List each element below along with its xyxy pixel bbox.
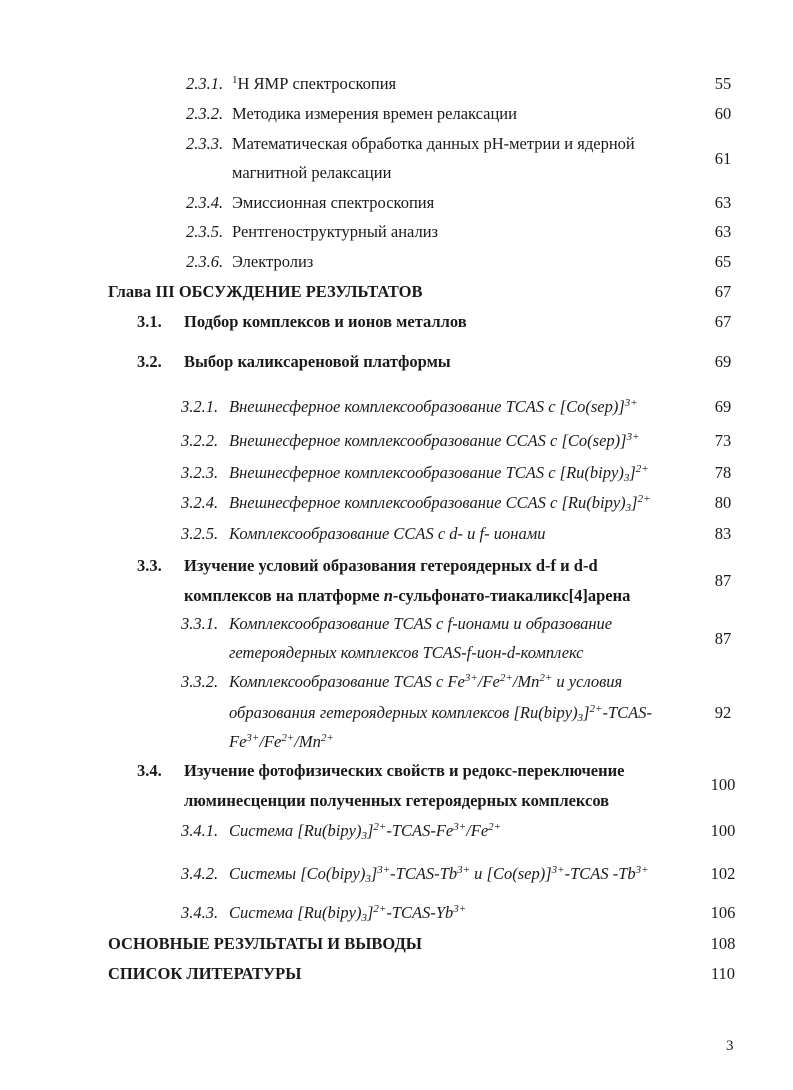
title-text: /Fe	[259, 732, 282, 751]
subscript: 3	[361, 912, 367, 924]
toc-entry-title	[229, 463, 649, 483]
subscript: 3	[361, 830, 367, 842]
toc-page-number: 78	[714, 463, 732, 482]
toc-page-number: 92	[714, 703, 732, 722]
subscript: 3	[577, 712, 584, 724]
toc-entry-number: 2.3.2.	[186, 104, 224, 123]
superscript: 3+	[453, 903, 467, 915]
superscript: 3+	[453, 821, 467, 833]
toc-page-number: 69	[714, 397, 732, 416]
toc-entry-title-line1: Изучение условий образования гетероядерных d-f и d-d	[184, 556, 598, 575]
superscript: 3+	[377, 864, 391, 876]
toc-entry-number: 3.2.	[137, 352, 162, 371]
superscript: 3+	[464, 672, 478, 684]
title-text-italic: п	[383, 586, 393, 605]
title-text: Комплексообразование TCAS с Fe	[229, 672, 465, 691]
toc-entry-number: 3.2.2.	[181, 431, 219, 450]
toc-entry-title-line1: Комплексообразование TCAS с f-ионами и образование	[229, 614, 613, 633]
toc-page-number: 67	[714, 282, 732, 301]
title-text: комплексов на платформе	[184, 586, 384, 605]
toc-entry-title-line1	[229, 672, 622, 692]
toc-entry-title-line3	[229, 732, 334, 752]
superscript: 3+	[457, 864, 471, 876]
toc-entry-title	[229, 431, 640, 451]
toc-entry-title-line1: Математическая обработка данных рН-метрии и ядерной	[232, 134, 635, 153]
toc-entry-title: Методика измерения времен релаксации	[232, 104, 517, 123]
superscript: 2+	[488, 821, 502, 833]
superscript: 2+	[320, 732, 334, 744]
superscript: 3+	[246, 732, 260, 744]
toc-page-number: 87	[714, 629, 732, 648]
title-text: Внешнесферное комплексообразование CCAS с [Co(sep)]	[229, 431, 627, 450]
toc-entry-number: 3.4.	[137, 761, 162, 780]
toc-entry-number: 2.3.6.	[186, 252, 224, 271]
superscript: 2+	[281, 732, 295, 744]
toc-entry-title	[229, 864, 649, 884]
title-text: ]	[583, 703, 590, 722]
title-text: ]	[631, 493, 638, 512]
toc-entry-number: 3.3.2.	[181, 672, 219, 691]
toc-entry-title	[232, 74, 396, 94]
superscript: 3+	[635, 864, 649, 876]
title-text: и условия	[552, 672, 623, 691]
title-text: -TCAS-	[602, 703, 652, 722]
title-text: -TCAS -Tb	[564, 864, 636, 883]
subscript: 3	[625, 502, 632, 514]
toc-entry-title-line2	[229, 703, 652, 723]
title-text: ]	[366, 821, 374, 840]
toc-page-number: 60	[714, 104, 732, 123]
title-text: и [Co(sep)]	[470, 864, 552, 883]
title-text: /Mn	[512, 672, 540, 691]
superscript: 1	[232, 74, 238, 86]
toc-entry-title	[229, 903, 466, 923]
superscript: 3+	[551, 864, 565, 876]
toc-page-number: 87	[714, 571, 732, 590]
toc-entry-number: 3.3.1.	[181, 614, 219, 633]
superscript: 2+	[589, 703, 603, 715]
toc-page-number: 63	[714, 193, 732, 212]
toc-entry-title: Электролиз	[232, 252, 314, 271]
toc-entry-title-line2: люминесценции полученных гетероядерных комплексов	[184, 791, 610, 810]
superscript: 2+	[499, 672, 513, 684]
title-text: Система [Ru(bipy)	[229, 821, 362, 840]
toc-entry-number: 3.2.4.	[181, 493, 219, 512]
superscript: 2+	[373, 903, 387, 915]
title-text: /Mn	[294, 732, 321, 751]
toc-entry-number: 3.2.5.	[181, 524, 219, 543]
superscript: 2+	[539, 672, 553, 684]
toc-entry-number: 2.3.1.	[186, 74, 224, 93]
superscript: 2+	[637, 493, 651, 505]
toc-entry-number: 3.2.3.	[181, 463, 219, 482]
title-text: H ЯМР спектроскопия	[237, 74, 397, 93]
superscript: 2+	[373, 821, 387, 833]
title-text: Внешнесферное комплексообразование TCAS с [Ru(bipy)	[229, 463, 624, 482]
toc-page-number: 108	[710, 934, 736, 953]
toc-entry-title: Эмиссионная спектроскопия	[232, 193, 435, 212]
toc-entry-number: 3.3.	[137, 556, 162, 575]
toc-page-number: 100	[710, 821, 736, 840]
toc-entry-number: 3.1.	[137, 312, 162, 331]
toc-page-number: 110	[710, 964, 736, 983]
title-text: ]	[370, 864, 378, 883]
toc-page-number: 73	[714, 431, 732, 450]
title-text: Система [Ru(bipy)	[229, 903, 362, 922]
toc-page-number: 69	[714, 352, 732, 371]
section-title: СПИСОК ЛИТЕРАТУРЫ	[108, 964, 302, 983]
title-text: Внешнесферное комплексообразование TCAS с [Co(sep)]	[229, 397, 625, 416]
toc-entry-number: 2.3.3.	[186, 134, 224, 153]
toc-entry-number: 3.2.1.	[181, 397, 219, 416]
title-text: Системы [Co(bipy)	[229, 864, 366, 883]
section-title: ОСНОВНЫЕ РЕЗУЛЬТАТЫ И ВЫВОДЫ	[108, 934, 422, 953]
superscript: 2+	[635, 463, 649, 475]
title-text: /Fe	[477, 672, 500, 691]
toc-page-number: 100	[710, 775, 736, 794]
title-text: образования гетероядерных комплексов [Ru(bipy)	[229, 703, 578, 722]
title-text: /Fe	[466, 821, 489, 840]
toc-page-number: 63	[714, 222, 732, 241]
toc-page-number: 67	[714, 312, 732, 331]
toc-page-number: 80	[714, 493, 732, 512]
toc-entry-number: 3.4.1.	[181, 821, 219, 840]
chapter-title: Глава III ОБСУЖДЕНИЕ РЕЗУЛЬТАТОВ	[108, 282, 423, 301]
toc-page-number: 102	[710, 864, 736, 883]
title-text: ]	[366, 903, 374, 922]
toc-entry-number: 2.3.5.	[186, 222, 224, 241]
toc-entry-title	[229, 397, 638, 417]
superscript: 3+	[626, 431, 640, 443]
title-text: -TCAS-Yb	[386, 903, 454, 922]
subscript: 3	[623, 472, 630, 484]
title-text: ]	[629, 463, 636, 482]
toc-entry-title	[229, 821, 501, 841]
toc-entry-title: Подбор комплексов и ионов металлов	[184, 312, 467, 331]
toc-entry-title-line2	[184, 586, 630, 606]
title-text: Fe	[229, 732, 247, 751]
title-text: -TCAS-Fe	[386, 821, 454, 840]
toc-entry-number: 2.3.4.	[186, 193, 224, 212]
toc-page-number: 65	[714, 252, 732, 271]
toc-page-number: 106	[710, 903, 736, 922]
toc-entry-number: 3.4.3.	[181, 903, 219, 922]
toc-page-number: 83	[714, 524, 732, 543]
toc-entry-title: Комплексообразование CCAS с d- и f- ионами	[229, 524, 546, 543]
toc-entry-title-line2: гетероядерных комплексов TCAS-f-ион-d-комплекс	[229, 643, 584, 662]
toc-entry-number: 3.4.2.	[181, 864, 219, 883]
toc-entry-title	[229, 493, 651, 513]
toc-page-number: 55	[714, 74, 732, 93]
toc-page-number: 61	[714, 149, 732, 168]
subscript: 3	[365, 873, 371, 885]
title-text: -TCAS-Tb	[390, 864, 458, 883]
toc-entry-title-line1: Изучение фотофизических свойств и редокс-переключение	[184, 761, 625, 780]
superscript: 3+	[624, 397, 638, 409]
title-text: Внешнесферное комплексообразование CCAS с [Ru(bipy)	[229, 493, 626, 512]
toc-entry-title-line2: магнитной релаксации	[232, 163, 392, 182]
page-number: 3	[726, 1038, 734, 1054]
toc-entry-title: Выбор каликсареновой платформы	[184, 352, 451, 371]
toc-entry-title: Рентгеноструктурный анализ	[232, 222, 439, 241]
title-text: -сульфонато-тиакаликс[4]арена	[392, 586, 631, 605]
